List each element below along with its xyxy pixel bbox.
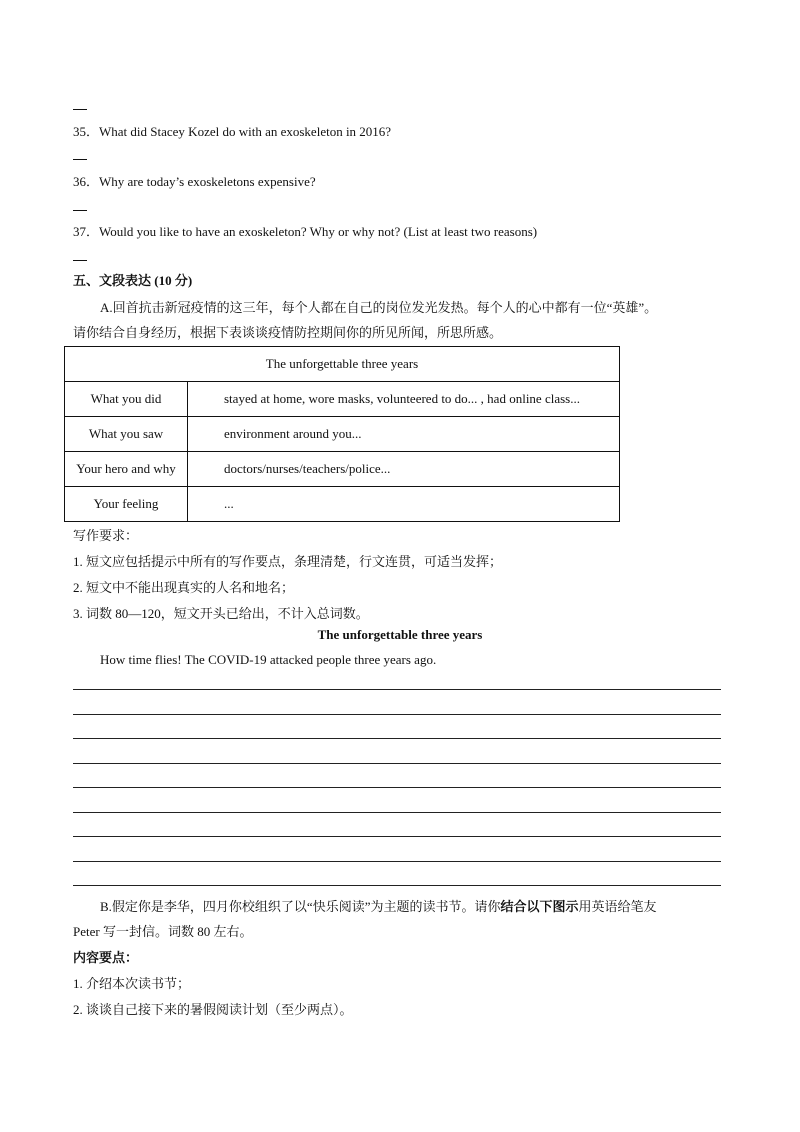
requirement-item: 3. 词数 80—120，短文开头已给出，不计入总词数。: [73, 606, 369, 621]
question-35: [73, 121, 391, 140]
essay-opening: How time flies! The COVID-19 attacked people three years ago.: [100, 652, 437, 667]
table-row-value: ...: [188, 487, 620, 522]
question-text: Why are today’s exoskeletons expensive?: [99, 174, 316, 189]
part-b-prompt-line2: Peter 写一封信。词数 80 左右。: [73, 924, 253, 939]
writing-line[interactable]: [73, 861, 721, 862]
table-row-value: environment around you...: [188, 417, 620, 452]
answer-blank-dash: [73, 159, 87, 160]
requirement-item: 2. 短文中不能出现真实的人名和地名；: [73, 580, 295, 595]
answer-blank-dash: [73, 109, 87, 110]
section-score: (10 分): [154, 273, 193, 288]
answer-blank-dash: [73, 210, 87, 211]
content-point: 1. 介绍本次读书节；: [73, 976, 191, 991]
table-row-value: doctors/nurses/teachers/police...: [188, 452, 620, 487]
table-row-value: stayed at home, wore masks, volunteered to do... , had online class...: [188, 382, 620, 417]
part-a-prompt-line2: 请你结合自身经历，根据下表谈谈疫情防控期间你的所见所闻，所思所感。: [73, 325, 503, 340]
content-point: 2. 谈谈自己接下来的暑假阅读计划（至少两点）。: [73, 1002, 353, 1017]
requirements-title: 写作要求：: [73, 528, 139, 543]
writing-line[interactable]: [73, 836, 721, 837]
section-title: 五、文段表达: [73, 273, 152, 288]
prompt-table: [64, 346, 620, 522]
table-row-label: What you did: [65, 382, 188, 417]
part-b-prompt-line1: [100, 896, 657, 915]
question-sep: ．: [86, 174, 100, 189]
writing-line[interactable]: [73, 738, 721, 739]
part-b-text: 用英语给笔友: [578, 899, 657, 914]
table-title: The unforgettable three years: [65, 347, 620, 382]
question-text: What did Stacey Kozel do with an exoskeleton in 2016?: [99, 124, 392, 139]
table-row: [65, 487, 620, 522]
writing-line[interactable]: [73, 763, 721, 764]
question-text: Would you like to have an exoskeleton? Why or why not? (List at least two reasons): [99, 224, 538, 239]
question-37: [73, 221, 537, 240]
question-36: [73, 171, 316, 190]
part-b-emphasis: 结合以下图示: [500, 899, 579, 914]
requirement-item: 1. 短文应包括提示中所有的写作要点，条理清楚，行文连贯，可适当发挥；: [73, 554, 503, 569]
table-row: [65, 452, 620, 487]
table-row-label: What you saw: [65, 417, 188, 452]
writing-line[interactable]: [73, 812, 721, 813]
question-number: 36: [73, 174, 86, 189]
question-sep: ．: [86, 124, 100, 139]
table-row-label: Your feeling: [65, 487, 188, 522]
question-sep: ．: [86, 224, 100, 239]
table-row: [65, 382, 620, 417]
table-row-label: Your hero and why: [65, 452, 188, 487]
essay-title: The unforgettable three years: [317, 627, 483, 642]
writing-line[interactable]: [73, 885, 721, 886]
table-title-row: [65, 347, 620, 382]
writing-line[interactable]: [73, 787, 721, 788]
part-a-prompt-line1: A.回首抗击新冠疫情的这三年，每个人都在自己的岗位发光发热。每个人的心中都有一位“英雄”。: [100, 300, 658, 315]
writing-line[interactable]: [73, 689, 721, 690]
table-row: [65, 417, 620, 452]
part-b-text: B.假定你是李华，四月你校组织了以“快乐阅读”为主题的读书节。请你: [100, 899, 501, 914]
section-heading: [73, 270, 192, 289]
question-number: 35: [73, 124, 86, 139]
question-number: 37: [73, 224, 86, 239]
writing-line[interactable]: [73, 714, 721, 715]
content-points-title: 内容要点：: [73, 950, 139, 965]
answer-blank-dash: [73, 260, 87, 261]
